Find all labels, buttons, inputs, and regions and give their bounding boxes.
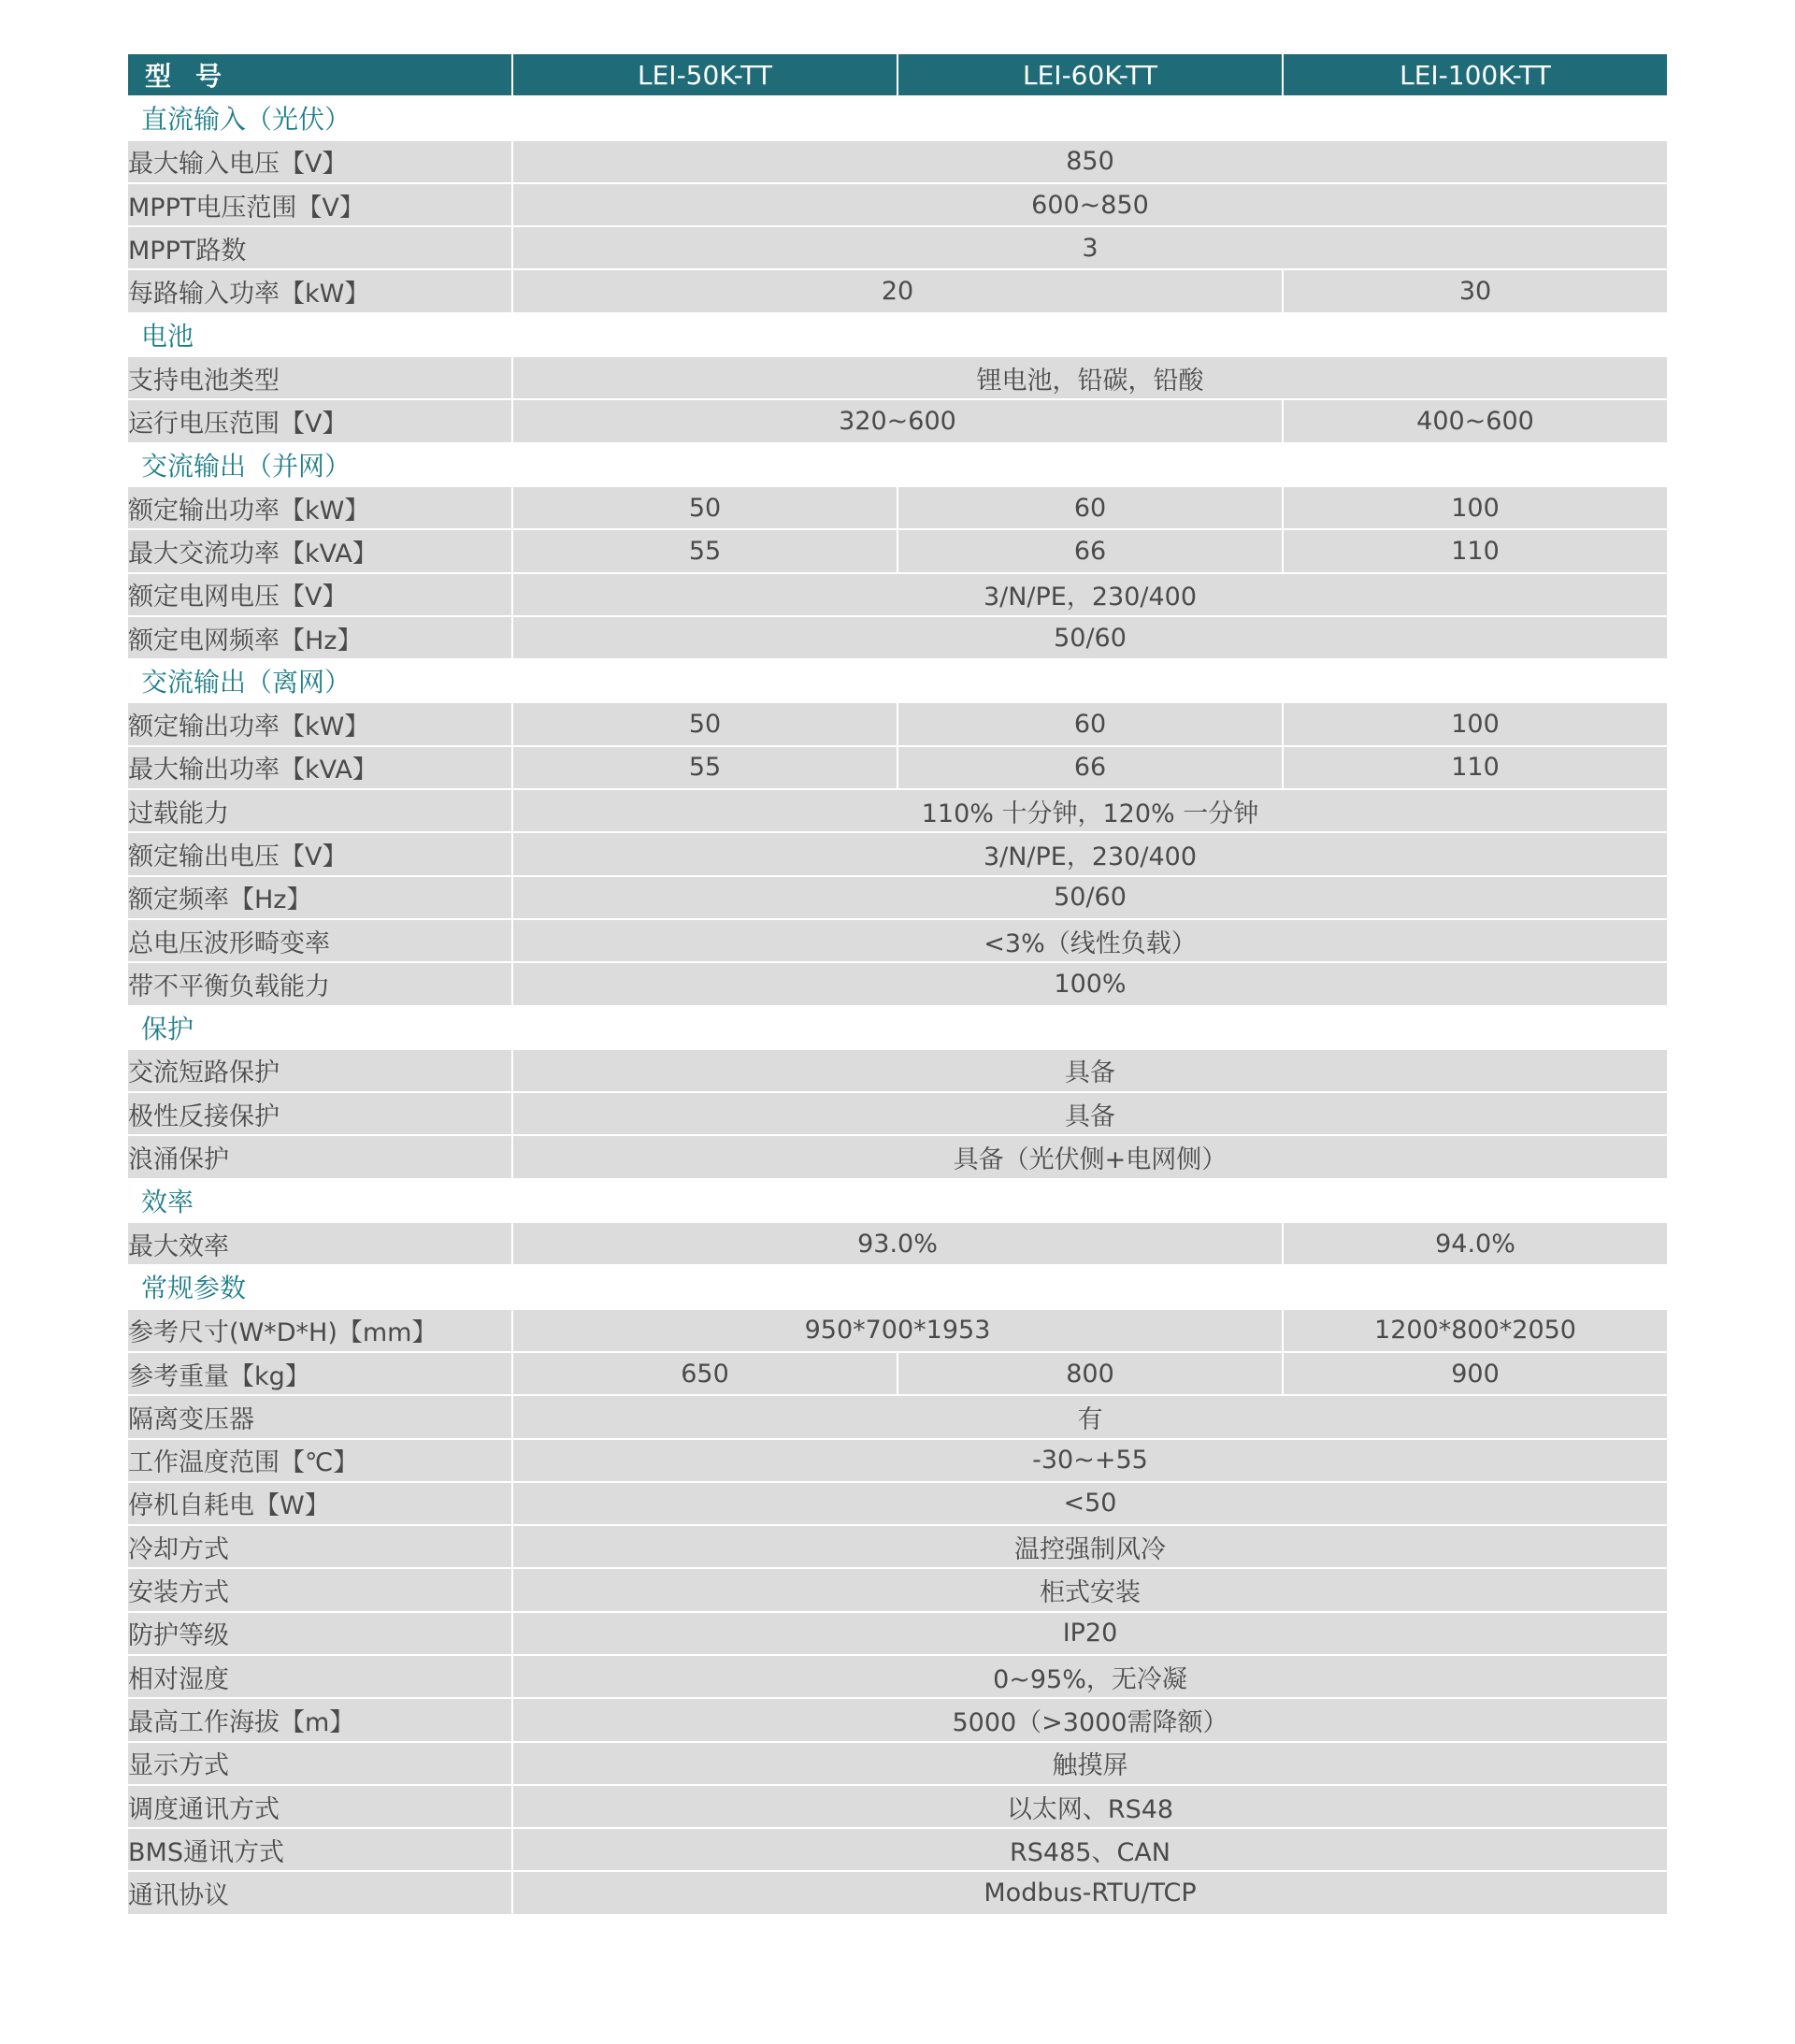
section-row: [128, 1266, 1667, 1307]
spec-value: 0~95%，无冷凝: [513, 1656, 1667, 1697]
section-row: [128, 314, 1667, 355]
spec-value: 50/60: [513, 617, 1667, 658]
spec-value: 3: [513, 227, 1667, 268]
spec-row: [128, 920, 1667, 961]
spec-row: [128, 1093, 1667, 1134]
section-row: [128, 1007, 1667, 1048]
spec-value: <3%（线性负载）: [513, 920, 1667, 961]
spec-label: 显示方式: [128, 1743, 511, 1784]
spec-row: [128, 1786, 1667, 1827]
spec-row: [128, 184, 1667, 225]
spec-label: 参考重量【kg】: [128, 1353, 511, 1394]
spec-label: 最大输出功率【kVA】: [128, 747, 511, 788]
spec-row: [128, 227, 1667, 268]
spec-row: [128, 1396, 1667, 1437]
spec-row: [128, 1440, 1667, 1481]
spec-value: 1200*800*2050: [1284, 1310, 1667, 1351]
spec-body: [128, 97, 1667, 1913]
spec-value: 以太网、RS48: [513, 1786, 1667, 1827]
spec-value: 具备: [513, 1050, 1667, 1091]
spec-row: [128, 1223, 1667, 1264]
spec-value: 3/N/PE，230/400: [513, 833, 1667, 874]
spec-value: 具备: [513, 1093, 1667, 1134]
section-row: [128, 660, 1667, 701]
spec-row: [128, 1613, 1667, 1654]
spec-label: 带不平衡负载能力: [128, 963, 511, 1004]
section-title: 交流输出（并网）: [128, 444, 1667, 485]
spec-row: [128, 1050, 1667, 1091]
spec-row: [128, 141, 1667, 182]
spec-value: 100: [1284, 703, 1667, 744]
spec-label: 额定输出功率【kW】: [128, 487, 511, 528]
spec-label: 额定电网电压【V】: [128, 574, 511, 615]
spec-row: [128, 270, 1667, 311]
spec-value: 温控强制风冷: [513, 1526, 1667, 1567]
section-title: 直流输入（光伏）: [128, 97, 1667, 138]
spec-value: 900: [1284, 1353, 1667, 1394]
spec-value: 50: [513, 487, 897, 528]
spec-value: 3/N/PE，230/400: [513, 574, 1667, 615]
spec-row: [128, 1656, 1667, 1697]
spec-row: [128, 703, 1667, 744]
spec-row: [128, 1310, 1667, 1351]
spec-row: [128, 833, 1667, 874]
spec-value: 60: [898, 487, 1282, 528]
spec-table: [126, 52, 1669, 1916]
spec-value: 50: [513, 703, 897, 744]
spec-value: <50: [513, 1483, 1667, 1524]
spec-value: 5000（>3000需降额）: [513, 1699, 1667, 1740]
spec-value: 66: [898, 530, 1282, 571]
spec-value: 20: [513, 270, 1282, 311]
spec-value: 100: [1284, 487, 1667, 528]
spec-label: 最大交流功率【kVA】: [128, 530, 511, 571]
spec-label: 极性反接保护: [128, 1093, 511, 1134]
spec-label: 每路输入功率【kW】: [128, 270, 511, 311]
spec-label: 额定电网频率【Hz】: [128, 617, 511, 658]
spec-value: 100%: [513, 963, 1667, 1004]
spec-value: RS485、CAN: [513, 1829, 1667, 1870]
spec-row: [128, 1526, 1667, 1567]
spec-label: 安装方式: [128, 1569, 511, 1610]
spec-label: 额定输出功率【kW】: [128, 703, 511, 744]
spec-value: 110: [1284, 747, 1667, 788]
spec-value: 30: [1284, 270, 1667, 311]
spec-value: 55: [513, 530, 897, 571]
section-row: [128, 97, 1667, 138]
spec-label: 支持电池类型: [128, 357, 511, 398]
spec-row: [128, 790, 1667, 831]
spec-value: IP20: [513, 1613, 1667, 1654]
spec-value: 柜式安装: [513, 1569, 1667, 1610]
spec-value: 800: [898, 1353, 1282, 1394]
spec-row: [128, 574, 1667, 615]
spec-value: 320~600: [513, 400, 1282, 441]
spec-value: -30~+55: [513, 1440, 1667, 1481]
spec-value: 600~850: [513, 184, 1667, 225]
spec-label: 交流短路保护: [128, 1050, 511, 1091]
spec-label: 过载能力: [128, 790, 511, 831]
spec-row: [128, 487, 1667, 528]
spec-value: 66: [898, 747, 1282, 788]
model-name: LEI-60K-TT: [898, 54, 1282, 95]
spec-row: [128, 530, 1667, 571]
spec-row: [128, 357, 1667, 398]
spec-row: [128, 1743, 1667, 1784]
spec-label: 冷却方式: [128, 1526, 511, 1567]
spec-label: 隔离变压器: [128, 1396, 511, 1437]
spec-row: [128, 1872, 1667, 1913]
section-title: 电池: [128, 314, 1667, 355]
spec-value: 50/60: [513, 877, 1667, 918]
spec-label: 工作温度范围【℃】: [128, 1440, 511, 1481]
spec-label: 额定频率【Hz】: [128, 877, 511, 918]
spec-label: 额定输出电压【V】: [128, 833, 511, 874]
spec-value: 400~600: [1284, 400, 1667, 441]
spec-row: [128, 963, 1667, 1004]
spec-value: 60: [898, 703, 1282, 744]
spec-value: 110% 十分钟，120% 一分钟: [513, 790, 1667, 831]
spec-row: [128, 747, 1667, 788]
spec-row: [128, 877, 1667, 918]
spec-value: 55: [513, 747, 897, 788]
spec-row: [128, 1136, 1667, 1177]
section-title: 交流输出（离网）: [128, 660, 1667, 701]
spec-value: 有: [513, 1396, 1667, 1437]
spec-value: 锂电池，铅碳，铅酸: [513, 357, 1667, 398]
model-name: LEI-50K-TT: [513, 54, 897, 95]
spec-label: 通讯协议: [128, 1872, 511, 1913]
model-name: LEI-100K-TT: [1284, 54, 1667, 95]
spec-label: BMS通讯方式: [128, 1829, 511, 1870]
spec-value: 触摸屏: [513, 1743, 1667, 1784]
spec-value: 具备（光伏侧+电网侧）: [513, 1136, 1667, 1177]
spec-value: 110: [1284, 530, 1667, 571]
spec-label: 防护等级: [128, 1613, 511, 1654]
spec-label: 最大效率: [128, 1223, 511, 1264]
spec-row: [128, 1353, 1667, 1394]
spec-label: 调度通讯方式: [128, 1786, 511, 1827]
spec-value: 93.0%: [513, 1223, 1282, 1264]
spec-row: [128, 617, 1667, 658]
header-row: [128, 54, 1667, 95]
spec-label: 浪涌保护: [128, 1136, 511, 1177]
spec-label: 参考尺寸(W*D*H)【mm】: [128, 1310, 511, 1351]
section-row: [128, 444, 1667, 485]
spec-label: 最大输入电压【V】: [128, 141, 511, 182]
spec-row: [128, 1483, 1667, 1524]
spec-value: Modbus-RTU/TCP: [513, 1872, 1667, 1913]
spec-label: 总电压波形畸变率: [128, 920, 511, 961]
spec-row: [128, 400, 1667, 441]
spec-label: 最高工作海拔【m】: [128, 1699, 511, 1740]
spec-label: 相对湿度: [128, 1656, 511, 1697]
spec-value: 850: [513, 141, 1667, 182]
spec-label: 停机自耗电【W】: [128, 1483, 511, 1524]
spec-value: 650: [513, 1353, 897, 1394]
section-title: 保护: [128, 1007, 1667, 1048]
spec-row: [128, 1829, 1667, 1870]
spec-label: 运行电压范围【V】: [128, 400, 511, 441]
model-label: 型号: [128, 54, 511, 95]
spec-row: [128, 1699, 1667, 1740]
spec-value: 94.0%: [1284, 1223, 1667, 1264]
spec-row: [128, 1569, 1667, 1610]
section-row: [128, 1180, 1667, 1221]
spec-label: MPPT路数: [128, 227, 511, 268]
spec-value: 950*700*1953: [513, 1310, 1282, 1351]
section-title: 效率: [128, 1180, 1667, 1221]
spec-label: MPPT电压范围【V】: [128, 184, 511, 225]
section-title: 常规参数: [128, 1266, 1667, 1307]
